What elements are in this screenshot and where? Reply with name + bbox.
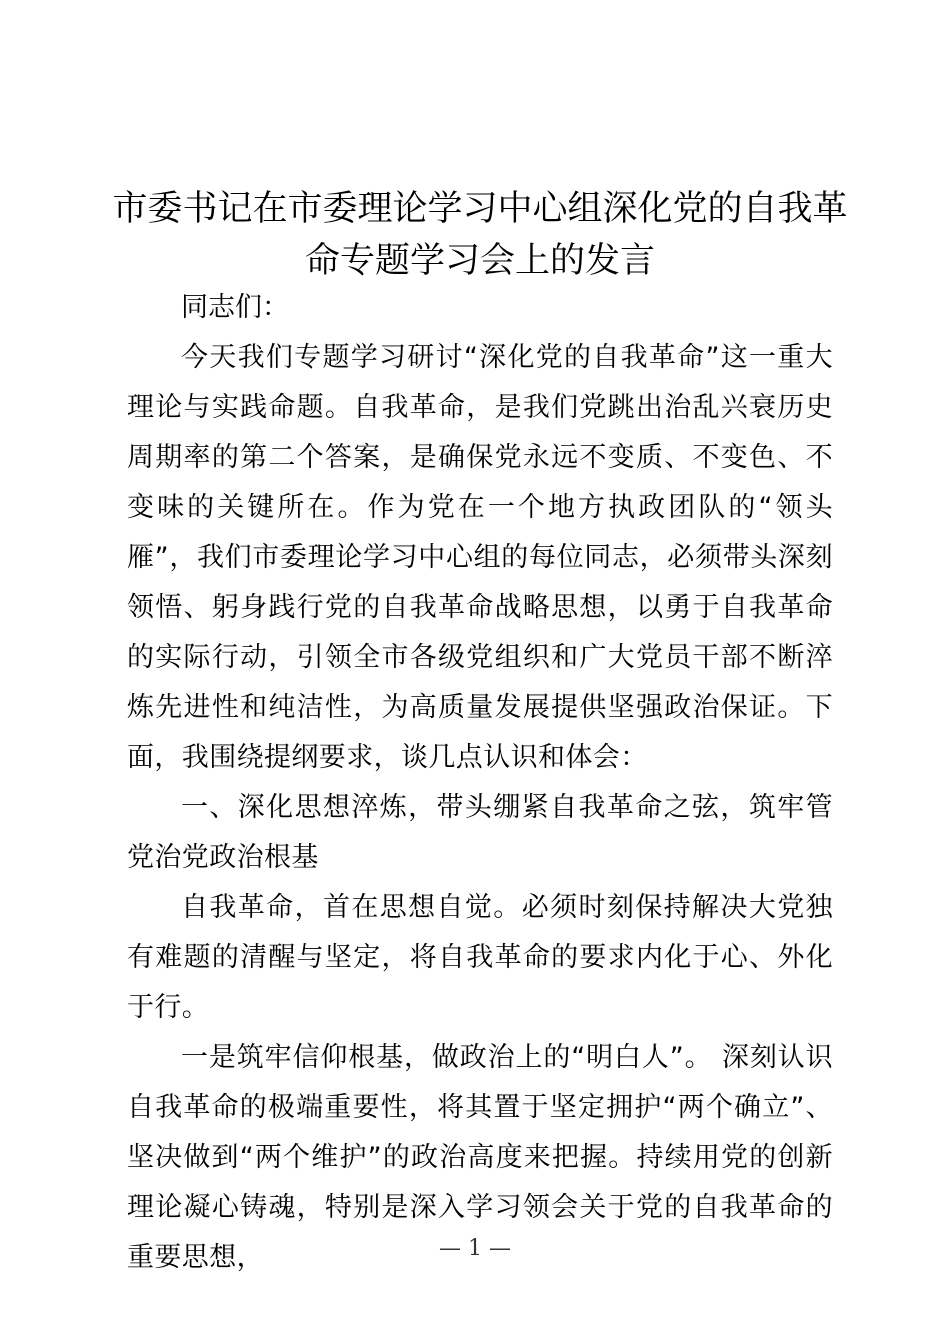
greeting: 同志们： — [181, 292, 289, 323]
paragraph-intro: 今天我们专题学习研讨“深化党的自我革命”这一重大理论与实践命题。自我革命，是我们党跳出治乱兴衰历史周期率的第二个答案，是确保党永远不变质、不变色、不变味的关键所在。作为党在一个地方执政团队的“领头雁”，我们市委理论学习中心组的每位同志，必须带头深刻领悟、躬身践行党的自我革命战略思想，以勇于自我革命的实际行动，引领全市各级党组织和广大党员干部不断淬炼先进性和纯洁性，为高质量发展提供坚强政治保证。下面，我围绕提纲要求，谈几点认识和体会： — [127, 342, 833, 773]
document-body — [127, 283, 833, 1283]
document-title: 市委书记在市委理论学习中心组深化党的自我革命专题学习会上的发言 — [112, 189, 848, 281]
paragraph-section-1-intro: 自我革命，首在思想自觉。必须时刻保持解决大党独有难题的清醒与坚定，将自我革命的要求内化于心、外化于行。 — [127, 892, 833, 1023]
page-number: — 1 — — [439, 1236, 511, 1261]
section-heading-1: 一、深化思想淬炼，带头绷紧自我革命之弦，筑牢管党治党政治根基 — [127, 792, 833, 873]
paragraph-point-1: 一是筑牢信仰根基，做政治上的“明白人”。 深刻认识自我革命的极端重要性，将其置于坚定拥护“两个确立”、坚决做到“两个维护”的政治高度来把握。持续用党的创新理论凝心铸魂，特别是深入学习领会关于党的自我革命的重要思想， — [127, 1042, 833, 1273]
